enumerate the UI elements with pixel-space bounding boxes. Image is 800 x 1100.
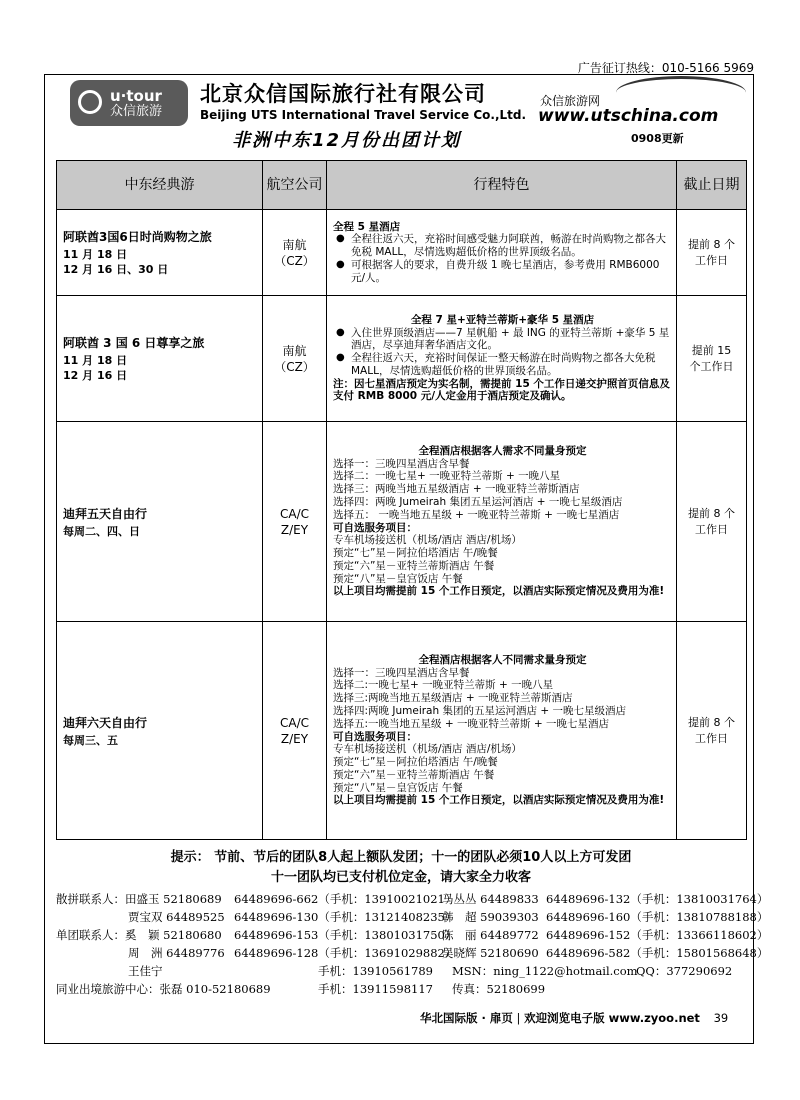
contact-row	[56, 908, 769, 926]
contact-phone: 64489696-160（手机：13810788188）	[546, 910, 769, 924]
service-item: 预定“七”星－阿拉伯塔酒店 午/晚餐	[333, 756, 498, 769]
deadline-cell	[677, 296, 747, 422]
airline-name: CA/C	[279, 715, 309, 730]
hotel-option: 选择二:一晚七星+ 一晚亚特兰蒂斯 + 一晚八星	[333, 679, 554, 692]
footer-site[interactable]: 欢迎浏览电子版 www.zyoo.net	[524, 1011, 700, 1025]
tour-date: 12 月 16 日	[63, 369, 128, 382]
airline-name: 南航	[282, 343, 307, 358]
footer-divider: |	[516, 1011, 525, 1025]
deadline-text: 个工作日	[689, 359, 734, 373]
hotel-option: 选择三:两晚当地五星级酒店 + 一晚亚特兰蒂斯酒店	[333, 692, 573, 705]
deadline-cell	[677, 422, 747, 622]
service-item: 预定“八”星－皇宫饭店 午餐	[333, 572, 463, 585]
site-name: 众信旅游网	[540, 94, 601, 108]
tips-section	[56, 848, 746, 888]
service-heading: 可自选服务项目：	[333, 521, 417, 534]
deadline-text: 提前 8 个	[688, 237, 735, 251]
airline-code: Z/EY	[280, 731, 309, 746]
features-cell	[327, 622, 677, 840]
page-number: 39	[713, 1011, 729, 1025]
tour-date: 每周二、四、日	[63, 524, 140, 538]
tour-cell	[57, 422, 263, 622]
logo-text-cn: 众信旅游	[110, 103, 163, 119]
contact-phone: 64489696-153（手机：13801031750）	[234, 928, 457, 942]
contact-phone: 64489696-662（手机：13910021021）	[234, 892, 457, 906]
deadline-text: 提前 15	[691, 343, 732, 357]
tour-cell	[57, 296, 263, 422]
airline-code: Z/EY	[280, 522, 309, 537]
logo-ring-icon	[78, 90, 102, 114]
hotel-option: 选择一：三晚四星酒店含早餐	[333, 457, 470, 470]
features-cell	[327, 422, 677, 622]
feature-bullet: ● 入住世界顶级酒店——7 星帆船 + 最 ING 的亚特兰蒂斯 +豪华 5 星酒店，尽享迪拜奢华酒店文化。	[333, 327, 672, 353]
tour-name: 迪拜五天自由行	[63, 506, 148, 521]
airline-code: （CZ）	[274, 359, 315, 374]
contact-name: 贾宝双 64489525	[128, 910, 225, 924]
table-header-row	[57, 161, 747, 210]
tour-date: 11 月 18 日	[63, 354, 128, 367]
feature-footnote: 以上项目均需提前 15 个工作日预定，以酒店实际预定情况及费用为准!	[333, 585, 665, 598]
service-heading: 可自选服务项目：	[333, 730, 417, 743]
header-airline: 航空公司	[263, 161, 327, 210]
feature-heading: 全程酒店根据客人不同需求量身预定	[418, 653, 587, 666]
company-name-en: Beijing UTS International Travel Service Co.,Ltd.	[200, 108, 527, 122]
contacts-section	[56, 890, 769, 998]
feature-footnote: 以上项目均需提前 15 个工作日预定，以酒店实际预定情况及费用为准!	[333, 794, 665, 807]
hotel-option: 选择四:两晚 Jumeirah 集团的五星运河酒店 + 一晚七星级酒店	[333, 704, 626, 717]
hotel-option: 选择一：三晚四星酒店含早餐	[333, 666, 470, 679]
contact-row	[56, 962, 756, 980]
site-url[interactable]: www.utschina.com	[538, 106, 719, 126]
features-cell	[327, 296, 677, 422]
hotel-option: 选择四：两晚 Jumeirah 集团五星运河酒店 + 一晚七星级酒店	[333, 495, 623, 508]
contact-phone: 手机：13910561789	[318, 964, 433, 978]
feature-heading: 全程 7 星+亚特兰蒂斯+豪华 5 星酒店	[410, 313, 595, 326]
header	[56, 78, 746, 154]
hotel-option: 选择五:一晚当地五星级 + 一晚亚特兰蒂斯 + 一晚七星酒店	[333, 717, 609, 730]
table-row	[57, 622, 747, 840]
feature-heading: 全程酒店根据客人需求不同量身预定	[418, 444, 587, 457]
feature-bullet: ● 全程往返六天，充裕时间保证一整天畅游在时尚购物之都各大免税 MALL，尽情选购超低价格的世界顶级名品。	[333, 352, 672, 378]
page-footer	[420, 1010, 728, 1026]
tour-name: 迪拜六天自由行	[63, 715, 148, 730]
page-title: 非洲中东12月份出团计划	[232, 130, 462, 151]
service-item: 预定“八”星－皇宫饭店 午餐	[333, 781, 463, 794]
contact-row	[56, 980, 756, 998]
tour-date: 11 月 18 日	[63, 248, 128, 261]
tour-name: 阿联酋 3 国 6 日尊享之旅	[63, 336, 205, 350]
header-tour: 中东经典游	[57, 161, 263, 210]
utour-logo	[70, 80, 188, 126]
tour-name: 阿联酋3国6日时尚购物之旅	[63, 230, 212, 244]
deadline-cell	[677, 210, 747, 296]
deadline-cell	[677, 622, 747, 840]
header-deadline: 截止日期	[677, 161, 747, 210]
tour-table	[56, 160, 747, 840]
contact-name: 单团联系人：奚 颖 52180680	[56, 928, 222, 942]
contact-row	[56, 890, 769, 908]
contact-name: 马丛丛 64489833	[442, 892, 539, 906]
airline-code: （CZ）	[274, 253, 315, 268]
tip-line: 提示： 节前、节后的团队8人起上额队发团；十一的团队必须10人以上方可发团	[170, 850, 632, 865]
contact-row	[56, 926, 769, 944]
service-item: 专车机场接送机（机场/酒店 酒店/机场）	[333, 743, 522, 756]
tour-date: 12 月 16 日、30 日	[63, 263, 169, 276]
hotel-option: 选择五： 一晚当地五星级 + 一晚亚特兰蒂斯 + 一晚七星酒店	[333, 508, 620, 521]
table-row	[57, 296, 747, 422]
service-item: 预定“六”星－亚特兰蒂斯酒店 午餐	[333, 559, 495, 572]
contact-name: 同业出境旅游中心：张磊 010-52180689	[56, 982, 271, 996]
contact-phone: 64489696-128（手机：13691029882）	[234, 946, 457, 960]
logo-text-en: u·tour	[110, 86, 162, 105]
table-row	[57, 422, 747, 622]
contact-row	[56, 944, 769, 962]
contact-name: 吴晓辉 52180690	[442, 946, 539, 960]
tour-cell	[57, 210, 263, 296]
contact-qq: QQ：377290692	[636, 964, 733, 978]
feature-bullet: ● 可根据客人的要求，自费升级 1 晚七星酒店，参考费用 RMB6000 元/人。	[333, 259, 672, 285]
deadline-text: 提前 8 个	[688, 715, 735, 729]
deadline-text: 工作日	[695, 731, 728, 745]
airline-cell	[263, 296, 327, 422]
service-item: 预定“六”星－亚特兰蒂斯酒店 午餐	[333, 768, 495, 781]
tour-date: 每周三、五	[63, 733, 118, 747]
contact-phone: 64489696-152（手机：13366118602）	[546, 928, 769, 942]
contact-phone: 64489696-132（手机：13810031764）	[546, 892, 769, 906]
airline-cell	[263, 622, 327, 840]
deadline-text: 工作日	[695, 253, 728, 267]
tip-line: 十一团队均已支付机位定金，请大家全力收客	[270, 870, 531, 885]
contact-name: 周 洲 64489776	[128, 946, 225, 960]
contact-name: 韩 超 59039303	[442, 910, 539, 924]
swoosh-icon	[616, 76, 746, 109]
service-item: 专车机场接送机（机场/酒店 酒店/机场）	[333, 534, 522, 547]
feature-note: 注：因七星酒店预定为实名制，需提前 15 个工作日递交护照首页信息及支付 RMB 8000 元/人定金用于酒店预定及确认。	[333, 377, 670, 403]
airline-name: 南航	[282, 237, 307, 252]
hotel-option: 选择二：一晚七星+ 一晚亚特兰蒂斯 + 一晚八星	[333, 470, 561, 483]
contact-name: 散拼联系人：田盛玉 52180689	[56, 892, 222, 906]
footer-section: 华北国际版 · 扉页	[420, 1011, 513, 1025]
contact-phone: 64489696-130（手机：13121408235）	[234, 910, 457, 924]
features-cell	[327, 210, 677, 296]
service-item: 预定“七”星－阿拉伯塔酒店 午/晚餐	[333, 547, 498, 560]
tour-cell	[57, 622, 263, 840]
deadline-text: 工作日	[695, 522, 728, 536]
contact-phone: 手机：13911598117	[318, 982, 433, 996]
contact-msn[interactable]: MSN：ning_1122@hotmail.com	[452, 964, 638, 978]
airline-cell	[263, 210, 327, 296]
airline-name: CA/C	[279, 506, 309, 521]
ad-hotline: 广告征订热线：010-5166 5969	[577, 61, 754, 75]
contact-phone: 64489696-582（手机：15801568648）	[546, 946, 769, 960]
table-row	[57, 210, 747, 296]
update-note: 0908更新	[631, 132, 684, 145]
header-features: 行程特色	[327, 161, 677, 210]
feature-heading: 全程 5 星酒店	[333, 220, 401, 233]
deadline-text: 提前 8 个	[688, 506, 735, 520]
contact-name: 陈 丽 64489772	[442, 928, 539, 942]
airline-cell	[263, 422, 327, 622]
company-name-cn: 北京众信国际旅行社有限公司	[200, 82, 486, 106]
contact-name: 王佳宁	[128, 964, 163, 978]
contact-fax: 传真：52180699	[452, 982, 546, 996]
feature-bullet: ● 全程往返六天，充裕时间感受魅力阿联酋，畅游在时尚购物之都各大免税 MALL，尽情选购超低价格的世界顶级名品。	[333, 233, 672, 259]
hotel-option: 选择三：两晚当地五星级酒店 + 一晚亚特兰蒂斯酒店	[333, 483, 580, 496]
